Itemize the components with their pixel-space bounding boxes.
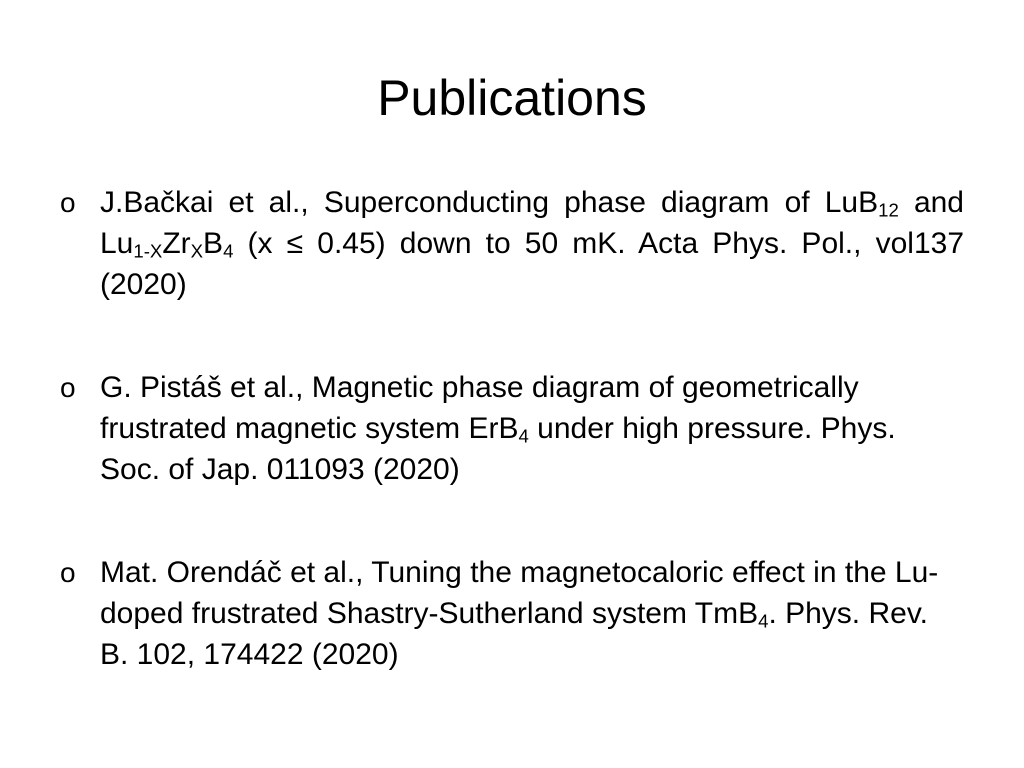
publication-text-part: J.Bačkai et al., Superconducting phase diagram of LuB xyxy=(100,186,879,219)
publication-text xyxy=(100,186,964,301)
publication-text xyxy=(100,556,938,671)
subscript: 4 xyxy=(518,425,529,447)
publication-text-part: Zr xyxy=(162,227,191,260)
publication-item xyxy=(60,552,964,675)
publication-text-part: and Lu xyxy=(100,186,964,260)
bullet-icon: o xyxy=(60,557,76,588)
subscript: 1-X xyxy=(133,240,163,262)
bullet-icon: o xyxy=(60,187,76,218)
subscript: 12 xyxy=(878,199,899,221)
subscript: X xyxy=(190,240,204,262)
bullet-icon: o xyxy=(60,372,76,403)
publication-text-part: G. Pistáš et al., Magnetic phase diagram of geometrically frustrated magnetic system ErB xyxy=(100,371,859,445)
publication-text-part: Mat. Orendáč et al., Tuning the magnetocaloric effect in the Lu-doped frustrated Shastry-Sutherland system TmB xyxy=(100,556,939,630)
slide-title: Publications xyxy=(377,70,647,126)
publication-text-part: B xyxy=(203,227,224,260)
publication-text-part: (x ≤ 0.45) down to 50 mK. Acta Phys. Pol., vol137 (2020) xyxy=(100,227,964,301)
subscript: 4 xyxy=(758,610,769,632)
publication-list xyxy=(60,182,964,737)
subscript: 4 xyxy=(223,240,234,262)
publication-text-part: . Phys. Rev. B. 102, 174422 (2020) xyxy=(100,597,928,671)
publication-item xyxy=(60,182,964,305)
publication-item xyxy=(60,367,964,490)
publication-text-part: under high pressure. Phys. Soc. of Jap. 011093 (2020) xyxy=(100,412,896,486)
publication-text xyxy=(100,371,896,486)
